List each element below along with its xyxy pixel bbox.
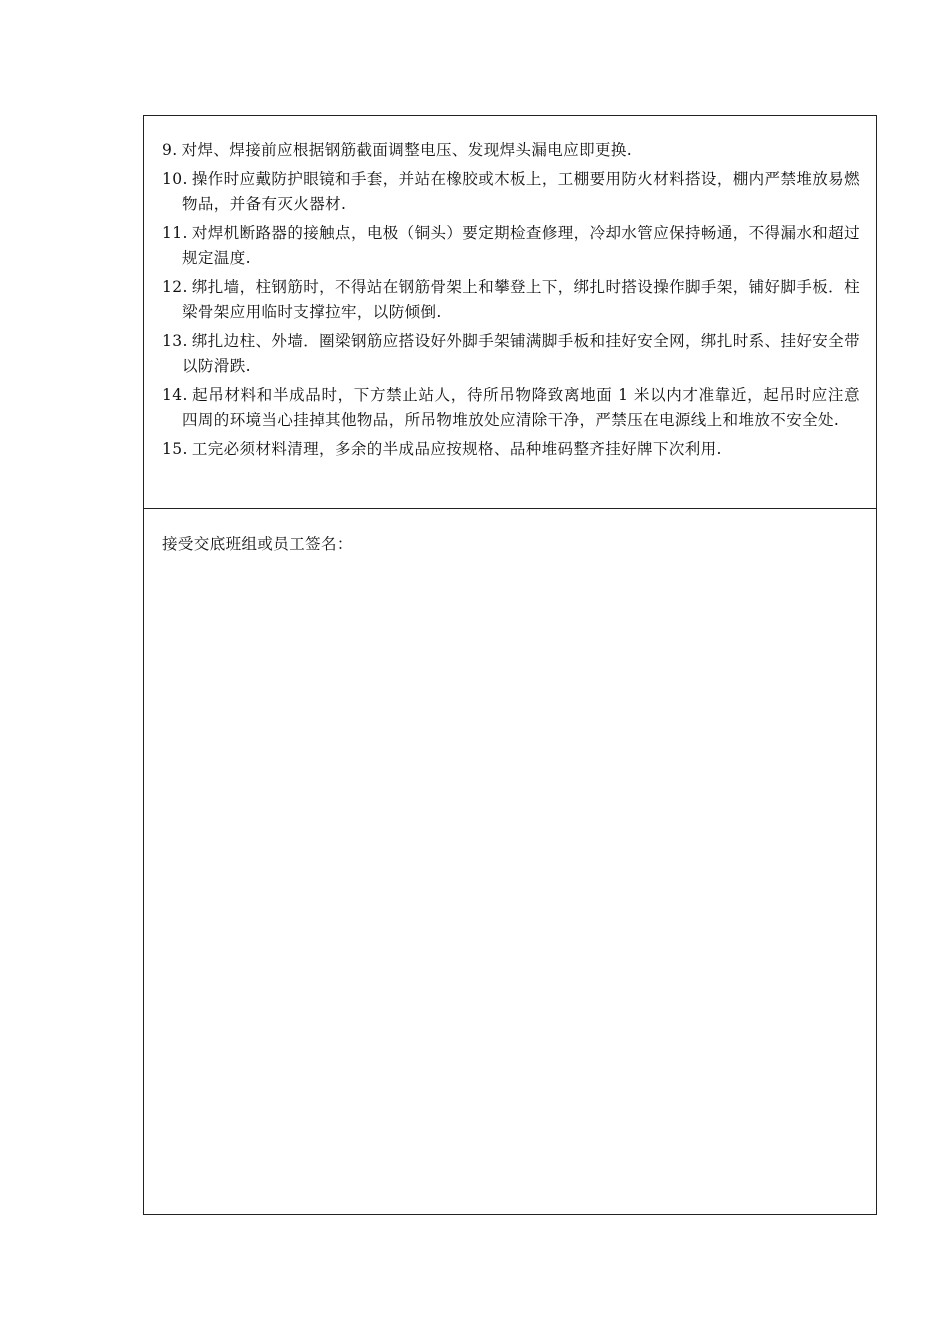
disclosure-table — [143, 115, 877, 1215]
rule-number: 12. — [162, 277, 188, 296]
rule-text: 绑扎墙，柱钢筋时，不得站在钢筋骨架上和攀登上下，绑扎时搭设操作脚手架，铺好脚手板．柱梁骨架应用临时支撑拉牢，以防倾倒. — [182, 277, 860, 321]
rule-item — [162, 221, 860, 272]
rule-item — [162, 275, 860, 326]
rule-number: 15. — [162, 439, 188, 458]
rule-item — [162, 329, 860, 380]
rule-text: 对焊机断路器的接触点，电极（铜头）要定期检查修理，冷却水管应保持畅通，不得漏水和超过规定温度. — [182, 223, 860, 267]
rule-number: 14. — [162, 385, 188, 404]
rule-item — [162, 167, 860, 218]
rule-number: 10. — [162, 169, 188, 188]
rule-text: 对焊、焊接前应根据钢筋截面调整电压、发现焊头漏电应即更换. — [181, 141, 633, 159]
safety-rules-cell — [144, 116, 876, 509]
rule-number: 13. — [162, 331, 188, 350]
signature-label: 接受交底班组或员工签名： — [162, 535, 353, 553]
rule-item — [162, 138, 860, 164]
rule-number: 9. — [162, 141, 178, 159]
rule-item — [162, 437, 860, 463]
rule-item — [162, 383, 860, 434]
rule-text: 操作时应戴防护眼镜和手套，并站在橡胶或木板上，工棚要用防火材料搭设，棚内严禁堆放易燃物品，并备有灭火器材. — [182, 169, 860, 213]
rule-text: 起吊材料和半成品时，下方禁止站人，待所吊物降致离地面 1 米以内才准靠近，起吊时应注意四周的环境当心挂掉其他物品，所吊物堆放处应清除干净，严禁压在电源线上和堆放不安全处. — [182, 385, 860, 429]
rule-text: 绑扎边柱、外墙．圈梁钢筋应搭设好外脚手架铺满脚手板和挂好安全网，绑扎时系、挂好安全带以防滑跌. — [182, 331, 860, 375]
signature-cell[interactable] — [144, 509, 876, 1214]
rule-text: 工完必须材料清理，多余的半成品应按规格、品种堆码整齐挂好牌下次利用. — [191, 439, 722, 458]
rule-number: 11. — [162, 223, 188, 242]
